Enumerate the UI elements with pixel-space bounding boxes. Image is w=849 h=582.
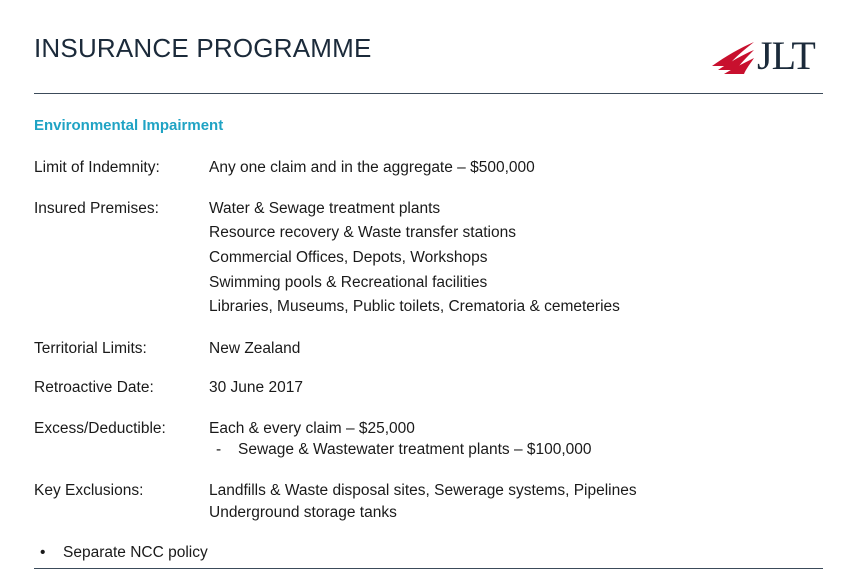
exclusions-item: Underground storage tanks <box>209 504 397 521</box>
exclusions-label: Key Exclusions: <box>34 482 144 499</box>
premises-item: Libraries, Museums, Public toilets, Crematoria & cemeteries <box>209 298 620 315</box>
excess-value: Each & every claim – $25,000 <box>209 420 415 437</box>
limit-value: Any one claim and in the aggregate – $500,000 <box>209 159 535 176</box>
premises-item: Resource recovery & Waste transfer stations <box>209 224 516 241</box>
bullet-marker: • <box>40 544 46 561</box>
territorial-label: Territorial Limits: <box>34 340 147 357</box>
footer-divider <box>34 568 823 569</box>
exclusions-item: Landfills & Waste disposal sites, Sewerage systems, Pipelines <box>209 482 637 499</box>
retroactive-label: Retroactive Date: <box>34 379 154 396</box>
excess-sub-value: Sewage & Wastewater treatment plants – $100,000 <box>238 441 592 458</box>
bullet-text: Separate NCC policy <box>63 544 208 561</box>
bullet-item <box>40 544 208 562</box>
excess-label: Excess/Deductible: <box>34 420 166 437</box>
header-divider <box>34 93 823 94</box>
dash-marker: - <box>216 441 222 458</box>
premises-item: Water & Sewage treatment plants <box>209 200 441 217</box>
premises-item: Commercial Offices, Depots, Workshops <box>209 249 488 266</box>
limit-label: Limit of Indemnity: <box>34 159 160 176</box>
section-title: Environmental Impairment <box>34 117 224 134</box>
premises-item: Swimming pools & Recreational facilities <box>209 274 488 291</box>
retroactive-value: 30 June 2017 <box>209 379 303 396</box>
excess-sub-item <box>216 441 592 459</box>
page-title: INSURANCE PROGRAMME <box>34 33 372 63</box>
territorial-value: New Zealand <box>209 340 301 357</box>
logo-text: JLT <box>757 33 815 78</box>
premises-label: Insured Premises: <box>34 200 159 217</box>
